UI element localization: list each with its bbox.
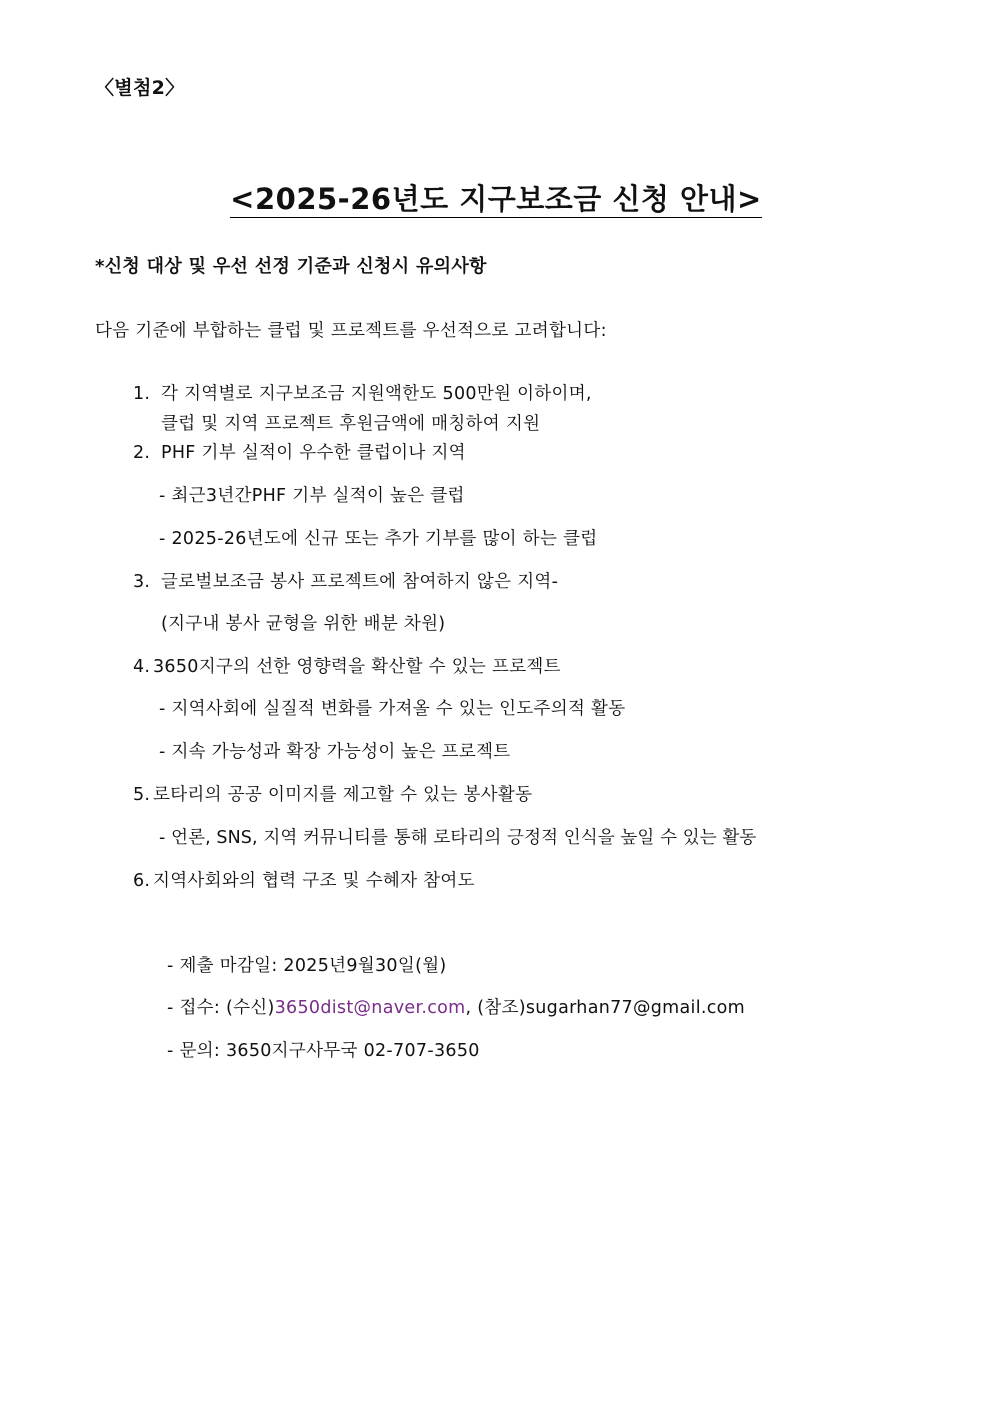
criterion-1-line-1: 각 지역별로 지구보조금 지원액한도 500만원 이하이며, <box>161 384 592 404</box>
criterion-4-line-1: 3650지구의 선한 영향력을 확산할 수 있는 프로젝트 <box>153 657 561 677</box>
attachment-label: 〈별첨2〉 <box>95 77 185 99</box>
section-subheading: *신청 대상 및 우선 선정 기준과 신청시 유의사항 <box>95 256 487 277</box>
criterion-2-sub-1: - 최근3년간PHF 기부 실적이 높은 클럽 <box>159 486 465 506</box>
criterion-2-number: 2. <box>133 443 151 463</box>
criterion-4-number: 4. <box>133 657 151 677</box>
criterion-3-line-2: (지구내 봉사 균형을 위한 배분 차원) <box>161 614 446 634</box>
intro-text: 다음 기준에 부합하는 클럽 및 프로젝트를 우선적으로 고려합니다: <box>95 321 607 341</box>
criterion-4-sub-2: - 지속 가능성과 확장 가능성이 높은 프로젝트 <box>159 742 511 762</box>
criterion-6-line-1: 지역사회와의 협력 구조 및 수혜자 참여도 <box>153 871 475 891</box>
criterion-4-sub-1: - 지역사회에 실질적 변화를 가져올 수 있는 인도주의적 활동 <box>159 699 626 719</box>
criterion-3-line-1: 글로벌보조금 봉사 프로젝트에 참여하지 않은 지역- <box>161 572 559 592</box>
criterion-6-number: 6. <box>133 871 151 891</box>
criterion-5-line-1: 로타리의 공공 이미지를 제고할 수 있는 봉사활동 <box>153 785 533 805</box>
criterion-3-number: 3. <box>133 572 151 592</box>
criterion-5-number: 5. <box>133 785 151 805</box>
criterion-1-number: 1. <box>133 384 151 404</box>
deadline-note: - 제출 마감일: 2025년9월30일(월) <box>167 956 447 976</box>
reception-note <box>167 996 745 1020</box>
reception-prefix: - 접수: (수신) <box>167 998 275 1018</box>
reception-email-link[interactable]: 3650dist@naver.com <box>274 998 466 1018</box>
document-title-text: <2025-26년도 지구보조금 신청 안내> <box>230 182 762 216</box>
reception-suffix: , (참조)sugarhan77@gmail.com <box>465 998 746 1018</box>
document-title <box>0 180 992 218</box>
criterion-2-sub-2: - 2025-26년도에 신규 또는 추가 기부를 많이 하는 클럽 <box>159 529 598 549</box>
contact-note: - 문의: 3650지구사무국 02-707-3650 <box>167 1041 480 1061</box>
criterion-1-line-2: 클럽 및 지역 프로젝트 후원금액에 매칭하여 지원 <box>161 414 541 434</box>
criterion-5-sub-1: - 언론, SNS, 지역 커뮤니티를 통해 로타리의 긍정적 인식을 높일 수 있는 활동 <box>159 828 757 848</box>
criterion-2-line-1: PHF 기부 실적이 우수한 클럽이나 지역 <box>161 443 466 463</box>
